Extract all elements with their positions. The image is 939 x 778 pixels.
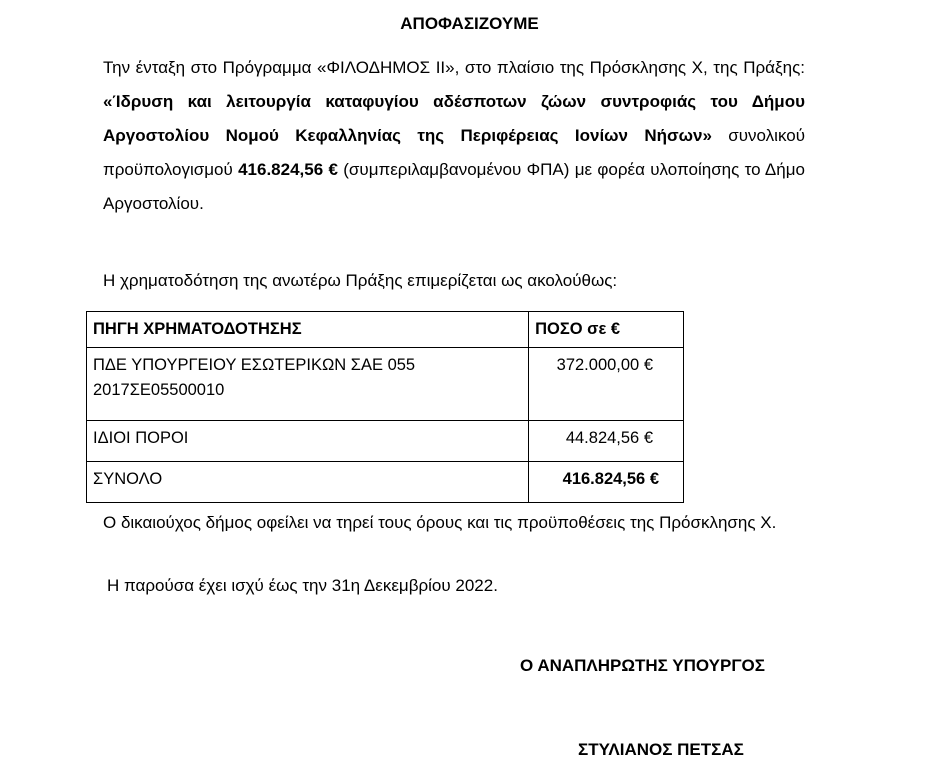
cell-total-label: ΣΥΝΟΛΟ	[87, 462, 529, 503]
decision-text-part3: (συμπεριλαμβανομένου ΦΠΑ) με φορέα υλοποίησης το Δήμο Αργοστολίου.	[103, 160, 805, 213]
validity-paragraph: Η παρούσα έχει ισχύ έως την 31η Δεκεμβρίου 2022.	[107, 576, 498, 595]
funding-table	[86, 311, 684, 503]
budget-amount: 416.824,56 €	[238, 160, 338, 179]
funding-intro: Η χρηματοδότηση της ανωτέρω Πράξης επιμερίζεται ως ακολούθως:	[103, 271, 618, 290]
table-header-row	[87, 312, 684, 348]
decision-paragraph	[103, 51, 805, 221]
decision-text-part1: Την ένταξη στο Πρόγραμμα «ΦΙΛΟΔΗΜΟΣ ΙΙ», στο πλαίσιο της Πρόσκλησης Χ, της Πράξης:	[103, 58, 805, 77]
cell-amount: 372.000,00 €	[529, 348, 684, 421]
signatory-name: ΣΤΥΛΙΑΝΟΣ ΠΕΤΣΑΣ	[578, 740, 744, 759]
cell-source: ΠΔΕ ΥΠΟΥΡΓΕΙΟΥ ΕΣΩΤΕΡΙΚΩΝ ΣΑΕ 055 2017ΣΕ05500010	[87, 348, 529, 421]
cell-amount: 44.824,56 €	[529, 421, 684, 462]
table-total-row	[87, 462, 684, 503]
table-row	[87, 421, 684, 462]
obligation-paragraph: Ο δικαιούχος δήμος οφείλει να τηρεί τους όρους και τις προϋποθέσεις της Πρόσκλησης Χ.	[103, 513, 777, 532]
decision-text-part2: συνολικού προϋπολογισμού	[103, 126, 806, 179]
document-heading: ΑΠΟΦΑΣΙΖΟΥΜΕ	[400, 14, 539, 33]
cell-total-amount: 416.824,56 €	[529, 462, 684, 503]
signatory-role: Ο ΑΝΑΠΛΗΡΩΤΗΣ ΥΠΟΥΡΓΟΣ	[520, 656, 765, 675]
project-title: «Ίδρυση και λειτουργία καταφυγίου αδέσποτων ζώων συντροφιάς του Δήμου Αργοστολίου Νομού Κεφαλληνίας της Περιφέρειας Ιονίων Νήσων»	[103, 92, 805, 145]
cell-source: ΙΔΙΟΙ ΠΟΡΟΙ	[87, 421, 529, 462]
header-source: ΠΗΓΗ ΧΡΗΜΑΤΟΔΟΤΗΣΗΣ	[87, 312, 529, 348]
table-row	[87, 348, 684, 421]
header-amount: ΠΟΣΟ σε €	[529, 312, 684, 348]
